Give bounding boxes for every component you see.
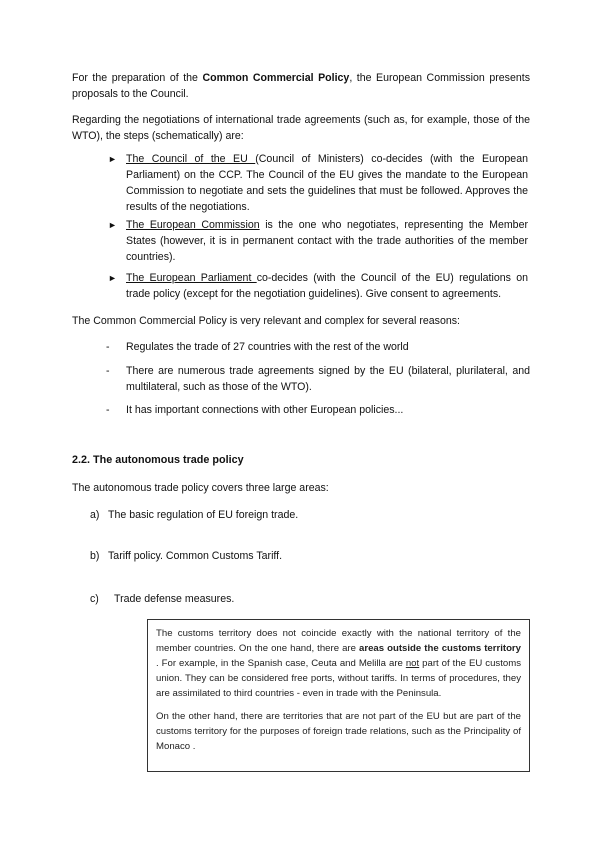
intro-text: For the preparation of the [72, 72, 203, 84]
area-item [90, 548, 282, 564]
note-text: part of the EU customs union. They can be considered free ports, without tariffs. In terms of procedures, they are assimilated to third countries - even in trade with the Peninsula. [156, 658, 522, 699]
area-text: The basic regulation of EU foreign trade. [108, 509, 299, 521]
triangle-bullet-icon: ► [108, 273, 117, 283]
note-paragraph-1 [156, 626, 521, 701]
note-paragraph-2: On the other hand, there are territories that are not part of the EU but are part of the customs territory for the purposes of foreign trade relations, such as the Principality of Monaco . [156, 711, 521, 752]
dash-bullet: - [106, 404, 110, 416]
step-link[interactable]: The Council of the EU [126, 153, 256, 165]
area-item [90, 507, 298, 523]
area-text: Tariff policy. Common Customs Tariff. [108, 550, 283, 562]
step-item [108, 151, 528, 215]
intro-paragraph-1 [72, 70, 530, 102]
note-underlined-word: not [405, 658, 420, 669]
triangle-bullet-icon: ► [108, 220, 117, 230]
area-text: Trade defense measures. [114, 593, 235, 605]
section-heading: 2.2. The autonomous trade policy [72, 454, 244, 466]
reason-text: There are numerous trade agreements signed by the EU (bilateral, plurilateral, and multilateral, such as those of the WTO). [126, 365, 530, 393]
intro-bold-term: Common Commercial Policy [202, 72, 350, 84]
reason-text: Regulates the trade of 27 countries with the rest of the world [126, 341, 409, 353]
reason-item [106, 402, 530, 418]
section-intro: The autonomous trade policy covers three large areas: [72, 482, 329, 494]
reason-item [106, 339, 530, 355]
step-link[interactable]: The European Parliament [126, 272, 257, 284]
dash-bullet: - [106, 341, 110, 353]
step-item [108, 217, 528, 265]
triangle-bullet-icon: ► [108, 154, 117, 164]
note-text: The customs territory does not coincide exactly with the national territory of the member countries. On the one hand, there are [156, 628, 521, 654]
customs-territory-note-box [147, 619, 530, 772]
note-text: . For example, in the Spanish case, Ceuta and Melilla are [156, 658, 406, 669]
intro-paragraph-2: Regarding the negotiations of international trade agreements (such as, for example, those of the WTO), the steps (schematically) are: [72, 114, 530, 142]
step-link[interactable]: The European Commission [126, 219, 260, 231]
area-item [90, 591, 234, 607]
intro-text-end: , the European Commission presents proposals to the Council. [72, 72, 530, 100]
reason-text: It has important connections with other European policies... [126, 404, 404, 416]
reasons-intro: The Common Commercial Policy is very relevant and complex for several reasons: [72, 315, 460, 327]
note-bold-term: areas outside the customs territory [359, 643, 522, 654]
area-label: b) [90, 550, 100, 562]
step-text: is the one who negotiates, representing the Member States (however, it is in permanent contact with the trade authorities of the member countries). [126, 219, 528, 263]
step-item [108, 270, 528, 302]
step-text: co-decides (with the Council of the EU) regulations on trade policy (except for the negotiation guidelines). Give consent to agreements. [126, 272, 528, 300]
dash-bullet: - [106, 365, 110, 377]
area-label: c) [90, 593, 99, 605]
step-text: (Council of Ministers) co-decides (with the European Parliament) on the CCP. The Council of the EU gives the mandate to the European Commission to negotiate and sets the guidelines that must be followed. Approves the results of the negotiations. [126, 153, 528, 213]
area-label: a) [90, 509, 100, 521]
reason-item [106, 363, 530, 395]
